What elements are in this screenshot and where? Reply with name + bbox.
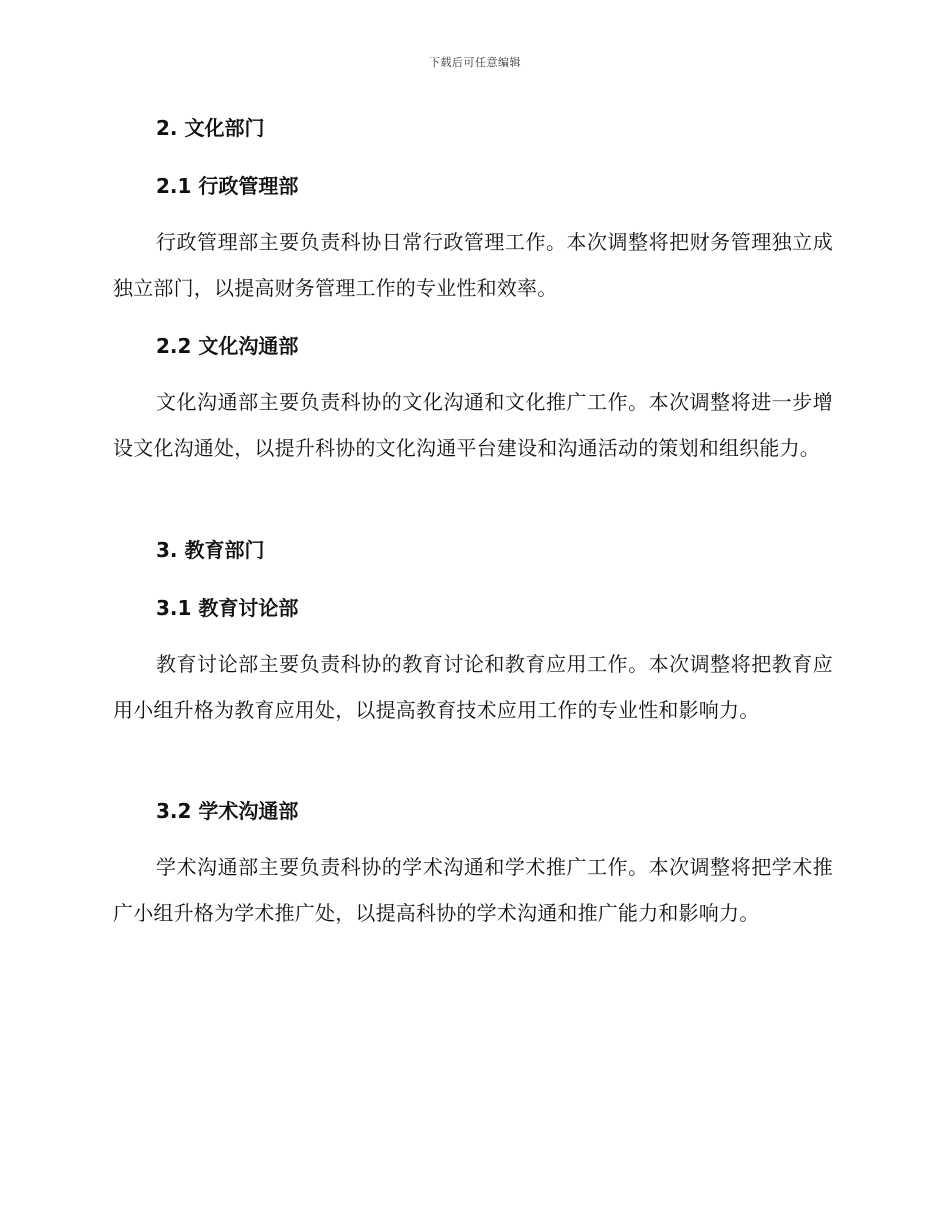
- paragraph-2-2: 文化沟通部主要负责科协的文化沟通和文化推广工作。本次调整将进一步增设文化沟通处，以提升科协的文化沟通平台建设和沟通活动的策划和组织能力。: [113, 390, 833, 460]
- section-heading-2: 2. 文化部门: [156, 116, 265, 140]
- section-heading-3: 3. 教育部门: [156, 538, 265, 562]
- paragraph-3-2: 学术沟通部主要负责科协的学术沟通和学术推广工作。本次调整将把学术推广小组升格为学术推广处，以提高科协的学术沟通和推广能力和影响力。: [113, 855, 833, 925]
- subsection-heading-3-2: 3.2 学术沟通部: [156, 799, 299, 823]
- subsection-heading-2-2: 2.2 文化沟通部: [156, 334, 299, 358]
- paragraph-3-1: 教育讨论部主要负责科协的教育讨论和教育应用工作。本次调整将把教育应用小组升格为教育应用处，以提高教育技术应用工作的专业性和影响力。: [113, 652, 833, 722]
- paragraph-2-1: 行政管理部主要负责科协日常行政管理工作。本次调整将把财务管理独立成独立部门，以提高财务管理工作的专业性和效率。: [113, 230, 833, 300]
- page-header-note: 下载后可任意编辑: [429, 56, 521, 69]
- subsection-heading-2-1: 2.1 行政管理部: [156, 174, 299, 198]
- subsection-heading-3-1: 3.1 教育讨论部: [156, 596, 299, 620]
